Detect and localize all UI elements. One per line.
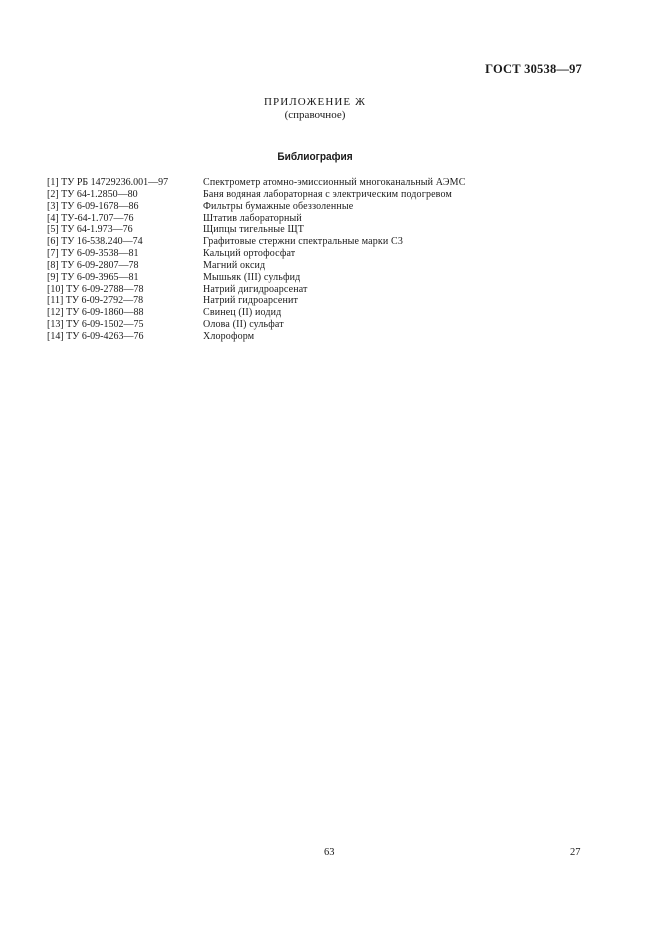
bibliography-entry: [47, 284, 466, 296]
entry-description: Штатив лабораторный: [203, 212, 302, 224]
entry-reference: [13] ТУ 6-09-1502—75: [47, 319, 144, 331]
entry-description: Натрий гидроарсенит: [203, 295, 298, 307]
bibliography-title: Библиография: [277, 151, 353, 163]
bibliography-entry: [47, 307, 466, 319]
bibliography-entry: [47, 189, 466, 201]
entry-reference: [7] ТУ 6-09-3538—81: [47, 248, 139, 260]
entry-description: Свинец (II) иодид: [203, 307, 282, 319]
entry-reference: [9] ТУ 6-09-3965—81: [47, 271, 139, 283]
appendix-subtitle: (справочное): [284, 109, 346, 121]
entry-description: Мышьяк (III) сульфид: [203, 271, 301, 283]
entry-reference: [2] ТУ 64-1.2850—80: [47, 188, 138, 200]
bibliography-entry: [47, 331, 466, 343]
entry-reference: [6] ТУ 16-538.240—74: [47, 236, 143, 248]
entry-description: Щипцы тигельные ЩТ: [203, 224, 304, 236]
bibliography-entry: [47, 319, 466, 331]
bibliography-entry: [47, 177, 466, 189]
bibliography-entry: [47, 295, 466, 307]
entry-reference: [4] ТУ-64-1.707—76: [47, 212, 134, 224]
entry-description: Натрий дигидроарсенат: [203, 283, 308, 295]
entry-description: Графитовые стержни спектральные марки С3: [203, 236, 404, 248]
entry-reference: [8] ТУ 6-09-2807—78: [47, 259, 139, 271]
entry-description: Магний оксид: [203, 259, 266, 271]
entry-description: Спектрометр атомно-эмиссионный многоканальный АЭМС: [203, 177, 466, 188]
entry-reference: [10] ТУ 6-09-2788—78: [47, 283, 144, 295]
bibliography-list: [47, 177, 466, 343]
bibliography-entry: [47, 248, 466, 260]
entry-reference: [11] ТУ 6-09-2792—78: [47, 295, 144, 307]
entry-description: Баня водяная лабораторная с электрическим подогревом: [203, 188, 452, 200]
entry-description: Олова (II) сульфат: [203, 319, 284, 331]
entry-description: Хлороформ: [203, 330, 255, 342]
bibliography-entry: [47, 260, 466, 272]
appendix-title: ПРИЛОЖЕНИЕ Ж: [263, 96, 367, 108]
entry-reference: [12] ТУ 6-09-1860—88: [47, 307, 144, 319]
page-number-right: 27: [570, 847, 581, 858]
entry-reference: [14] ТУ 6-09-4263—76: [47, 330, 144, 342]
entry-reference: [5] ТУ 64-1.973—76: [47, 224, 133, 236]
bibliography-entry: [47, 224, 466, 236]
entry-description: Кальций ортофосфат: [203, 248, 296, 260]
bibliography-entry: [47, 236, 466, 248]
document-header: ГОСТ 30538—97: [485, 62, 582, 76]
bibliography-entry: [47, 272, 466, 284]
page-number-center: 63: [324, 847, 335, 858]
entry-description: Фильтры бумажные обеззоленные: [203, 200, 354, 212]
bibliography-entry: [47, 213, 466, 225]
entry-reference: [1] ТУ РБ 14729236.001—97: [47, 177, 169, 188]
entry-reference: [3] ТУ 6-09-1678—86: [47, 200, 139, 212]
bibliography-entry: [47, 201, 466, 213]
